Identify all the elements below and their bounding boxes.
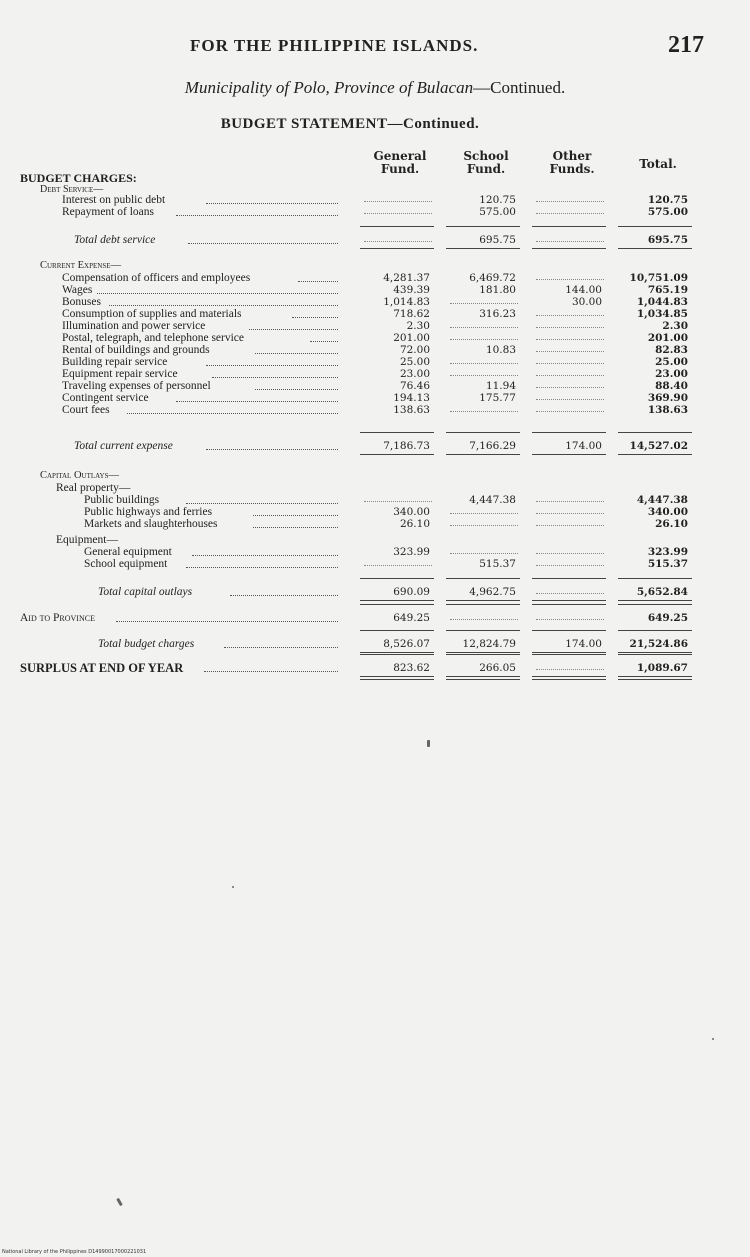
empty-cell-leader	[536, 501, 604, 502]
row-label-aid: Aid to Province	[20, 612, 95, 624]
total-rule	[446, 652, 520, 653]
table-row	[18, 440, 698, 452]
total-rule	[532, 679, 606, 680]
cell-general-markets: 26.10	[399, 518, 430, 530]
empty-cell-leader	[536, 565, 604, 566]
cell-total-total-capital: 5,652.84	[636, 586, 688, 598]
sum-rule	[532, 630, 606, 631]
table-row	[18, 344, 698, 356]
table-row	[18, 234, 698, 246]
cell-school-traveling: 11.94	[485, 380, 516, 392]
section-current-expense: Current Expense—	[40, 260, 121, 271]
sum-rule	[532, 604, 606, 605]
cell-general-court-fees: 138.63	[393, 404, 430, 416]
page-number: 217	[668, 32, 704, 58]
row-label-postal: Postal, telegraph, and telephone service	[62, 332, 245, 344]
col-general-fund: General Fund.	[373, 149, 427, 176]
dot-leader	[255, 353, 338, 354]
empty-cell-leader	[450, 327, 518, 328]
dot-leader	[204, 671, 338, 672]
table-row	[18, 368, 698, 380]
empty-cell-leader	[536, 669, 604, 670]
empty-cell-leader	[450, 619, 518, 620]
cell-total-illumination: 2.30	[662, 320, 688, 332]
cell-general-rental: 72.00	[399, 344, 430, 356]
cell-general-total-capital: 690.09	[393, 586, 430, 598]
sum-rule	[360, 654, 434, 655]
empty-cell-leader	[536, 513, 604, 514]
total-rule	[618, 248, 692, 249]
cell-total-compensation: 10,751.09	[629, 272, 688, 284]
cell-general-postal: 201.00	[393, 332, 430, 344]
cell-total-total-budget: 21,524.86	[629, 638, 688, 650]
cell-total-general-equipment: 323.99	[647, 546, 688, 558]
empty-cell-leader	[536, 315, 604, 316]
table-row	[18, 558, 698, 570]
cell-total-equipment-repair: 23.00	[655, 368, 688, 380]
empty-cell-leader	[536, 525, 604, 526]
cell-general-illumination: 2.30	[406, 320, 430, 332]
dot-leader	[249, 329, 338, 330]
table-row	[18, 586, 698, 598]
sum-rule	[532, 578, 606, 579]
empty-cell-leader	[536, 213, 604, 214]
total-rule	[360, 454, 434, 455]
empty-cell-leader	[536, 351, 604, 352]
row-label-surplus: SURPLUS AT END OF YEAR	[20, 661, 184, 675]
ink-speck	[232, 886, 234, 888]
table-row	[18, 272, 698, 284]
dot-leader	[298, 281, 338, 282]
table-row	[18, 296, 698, 308]
table-row	[18, 320, 698, 332]
sum-rule	[532, 654, 606, 655]
table-row	[18, 638, 698, 650]
section-debt-service: Debt Service—	[40, 184, 104, 195]
dot-leader	[186, 503, 338, 504]
total-rule	[618, 679, 692, 680]
cell-total-markets: 26.10	[655, 518, 688, 530]
running-title: FOR THE PHILIPPINE ISLANDS.	[190, 36, 479, 55]
cell-total-repayment: 575.00	[647, 206, 688, 218]
total-rule	[360, 600, 434, 601]
statement-title: BUDGET STATEMENT—Continued.	[220, 116, 480, 132]
total-rule	[532, 600, 606, 601]
ink-speck	[427, 740, 430, 747]
row-label-school-equipment: School equipment	[84, 558, 168, 570]
empty-cell-leader	[450, 375, 518, 376]
dot-leader	[192, 555, 338, 556]
section-equipment: Equipment—	[56, 534, 118, 546]
table-row	[18, 494, 698, 506]
cell-other-total-budget: 174.00	[565, 638, 602, 650]
cell-total-supplies: 1,034.85	[636, 308, 688, 320]
cell-general-compensation: 4,281.37	[383, 272, 430, 284]
sum-rule	[532, 226, 606, 227]
cell-total-rental: 82.83	[655, 344, 688, 356]
subtitle-continued: —Continued.	[473, 78, 566, 97]
sum-rule	[618, 630, 692, 631]
dot-leader	[255, 389, 338, 390]
total-rule	[532, 676, 606, 677]
cell-total-school-equipment: 515.37	[647, 558, 688, 570]
sum-rule	[618, 432, 692, 433]
footer-credit: National Library of the Philippines D14990017000221031	[2, 1249, 147, 1255]
row-label-total-capital: Total capital outlays	[98, 586, 193, 598]
dot-leader	[206, 365, 338, 366]
row-label-markets: Markets and slaughterhouses	[84, 518, 218, 530]
cell-general-aid: 649.25	[393, 612, 430, 624]
total-rule	[532, 248, 606, 249]
dot-leader	[188, 243, 338, 244]
row-label-court-fees: Court fees	[62, 404, 110, 416]
table-row	[18, 392, 698, 404]
cell-general-wages: 439.39	[393, 284, 430, 296]
row-label-wages: Wages	[62, 284, 93, 296]
subtitle-italic: Municipality of Polo, Province of Bulacan	[184, 78, 474, 97]
empty-cell-leader	[536, 241, 604, 242]
cell-total-total-debt: 695.75	[647, 234, 688, 246]
cell-general-supplies: 718.62	[393, 308, 430, 320]
cell-total-contingent: 369.90	[647, 392, 688, 404]
empty-cell-leader	[364, 201, 432, 202]
cell-total-total-current: 14,527.02	[629, 440, 688, 452]
empty-cell-leader	[536, 201, 604, 202]
table-row	[18, 380, 698, 392]
cell-total-highways: 340.00	[647, 506, 688, 518]
cell-school-total-debt: 695.75	[479, 234, 516, 246]
dot-leader	[212, 377, 338, 378]
table-row	[18, 308, 698, 320]
sum-rule	[446, 630, 520, 631]
table-row	[18, 284, 698, 296]
cell-total-court-fees: 138.63	[647, 404, 688, 416]
cell-other-bonuses: 30.00	[571, 296, 602, 308]
row-label-compensation: Compensation of officers and employees	[62, 272, 251, 284]
cell-other-wages: 144.00	[565, 284, 602, 296]
total-rule	[446, 676, 520, 677]
cell-school-wages: 181.80	[479, 284, 516, 296]
col-school-fund: School Fund.	[463, 149, 509, 176]
cell-general-traveling: 76.46	[399, 380, 430, 392]
row-label-interest: Interest on public debt	[62, 194, 166, 206]
cell-total-bonuses: 1,044.83	[636, 296, 688, 308]
dot-leader	[230, 595, 338, 596]
empty-cell-leader	[536, 399, 604, 400]
empty-cell-leader	[450, 339, 518, 340]
dot-leader	[176, 215, 338, 216]
cell-total-surplus: 1,089.67	[636, 662, 688, 674]
dot-leader	[224, 647, 338, 648]
cell-total-traveling: 88.40	[655, 380, 688, 392]
cell-general-highways: 340.00	[393, 506, 430, 518]
row-label-total-budget: Total budget charges	[98, 638, 195, 650]
row-label-repayment: Repayment of loans	[62, 206, 154, 218]
empty-cell-leader	[450, 411, 518, 412]
row-label-rental: Rental of buildings and grounds	[62, 344, 210, 356]
cell-school-total-budget: 12,824.79	[462, 638, 516, 650]
empty-cell-leader	[364, 241, 432, 242]
cell-general-contingent: 194.13	[393, 392, 430, 404]
dot-leader	[97, 293, 339, 294]
sum-rule	[446, 604, 520, 605]
total-rule	[446, 679, 520, 680]
cell-school-public-buildings: 4,447.38	[469, 494, 516, 506]
cell-general-general-equipment: 323.99	[393, 546, 430, 558]
sum-rule	[618, 578, 692, 579]
total-rule	[446, 454, 520, 455]
cell-total-building-repair: 25.00	[655, 356, 688, 368]
dot-leader	[292, 317, 338, 318]
dot-leader	[310, 341, 338, 342]
empty-cell-leader	[536, 593, 604, 594]
sum-rule	[446, 654, 520, 655]
table-row	[18, 206, 698, 218]
cell-other-total-current: 174.00	[565, 440, 602, 452]
empty-cell-leader	[536, 411, 604, 412]
cell-school-surplus: 266.05	[479, 662, 516, 674]
sum-rule	[360, 630, 434, 631]
table-row	[18, 194, 698, 206]
table-row	[18, 332, 698, 344]
total-rule	[446, 248, 520, 249]
table-row	[18, 662, 698, 674]
empty-cell-leader	[536, 327, 604, 328]
empty-cell-leader	[450, 303, 518, 304]
empty-cell-leader	[450, 363, 518, 364]
total-rule	[532, 454, 606, 455]
empty-cell-leader	[450, 525, 518, 526]
cell-school-contingent: 175.77	[479, 392, 516, 404]
sum-rule	[360, 226, 434, 227]
sum-rule	[618, 226, 692, 227]
empty-cell-leader	[536, 279, 604, 280]
row-label-building-repair: Building repair service	[62, 356, 168, 368]
cell-total-public-buildings: 4,447.38	[636, 494, 688, 506]
row-label-highways: Public highways and ferries	[84, 506, 213, 518]
cell-general-equipment-repair: 23.00	[399, 368, 430, 380]
total-rule	[618, 652, 692, 653]
dot-leader	[253, 527, 338, 528]
empty-cell-leader	[450, 553, 518, 554]
ink-speck	[712, 1038, 714, 1040]
total-rule	[446, 600, 520, 601]
dot-leader	[116, 621, 339, 622]
total-rule	[618, 600, 692, 601]
empty-cell-leader	[536, 339, 604, 340]
table-row	[18, 518, 698, 530]
total-rule	[360, 676, 434, 677]
cell-general-bonuses: 1,014.83	[383, 296, 430, 308]
cell-total-interest: 120.75	[647, 194, 688, 206]
dot-leader	[176, 401, 338, 402]
dot-leader	[206, 449, 338, 450]
col-other-funds: Other Funds.	[549, 149, 595, 176]
dot-leader	[127, 413, 338, 414]
total-rule	[360, 652, 434, 653]
total-rule	[618, 454, 692, 455]
total-rule	[532, 652, 606, 653]
sum-rule	[618, 604, 692, 605]
col-total: Total.	[639, 157, 677, 171]
empty-cell-leader	[536, 363, 604, 364]
row-label-total-debt: Total debt service	[74, 234, 156, 246]
cell-school-supplies: 316.23	[479, 308, 516, 320]
sum-rule	[618, 654, 692, 655]
cell-total-wages: 765.19	[647, 284, 688, 296]
dot-leader	[186, 567, 338, 568]
cell-school-rental: 10.83	[485, 344, 516, 356]
row-label-general-equipment: General equipment	[84, 546, 172, 558]
section-real-property: Real property—	[56, 482, 131, 494]
cell-general-total-current: 7,186.73	[383, 440, 430, 452]
row-label-bonuses: Bonuses	[62, 296, 101, 308]
sum-rule	[446, 578, 520, 579]
table-row	[18, 546, 698, 558]
ink-speck	[116, 1198, 123, 1206]
sum-rule	[360, 578, 434, 579]
cell-school-compensation: 6,469.72	[469, 272, 516, 284]
row-label-supplies: Consumption of supplies and materials	[62, 308, 242, 320]
cell-school-school-equipment: 515.37	[479, 558, 516, 570]
cell-school-total-capital: 4,962.75	[469, 586, 516, 598]
running-head	[0, 34, 750, 58]
empty-cell-leader	[536, 553, 604, 554]
sum-rule	[532, 432, 606, 433]
empty-cell-leader	[536, 375, 604, 376]
empty-cell-leader	[450, 513, 518, 514]
cell-school-repayment: 575.00	[479, 206, 516, 218]
total-rule	[618, 676, 692, 677]
dot-leader	[109, 305, 338, 306]
dot-leader	[206, 203, 338, 204]
empty-cell-leader	[364, 213, 432, 214]
section-budget-charges: BUDGET CHARGES:	[20, 171, 137, 185]
row-label-traveling: Traveling expenses of personnel	[62, 380, 211, 392]
cell-school-interest: 120.75	[479, 194, 516, 206]
cell-total-aid: 649.25	[647, 612, 688, 624]
empty-cell-leader	[536, 387, 604, 388]
municipality-subtitle	[0, 78, 750, 98]
total-rule	[360, 248, 434, 249]
table-row	[18, 506, 698, 518]
sum-rule	[446, 432, 520, 433]
sum-rule	[360, 432, 434, 433]
empty-cell-leader	[536, 619, 604, 620]
total-rule	[360, 679, 434, 680]
row-label-equipment-repair: Equipment repair service	[62, 368, 178, 380]
dot-leader	[253, 515, 338, 516]
sum-rule	[446, 226, 520, 227]
empty-cell-leader	[364, 501, 432, 502]
table-row	[18, 404, 698, 416]
row-label-total-current: Total current expense	[74, 440, 173, 452]
row-label-public-buildings: Public buildings	[84, 494, 160, 506]
row-label-illumination: Illumination and power service	[62, 320, 206, 332]
sum-rule	[360, 604, 434, 605]
cell-school-total-current: 7,166.29	[469, 440, 516, 452]
cell-general-surplus: 823.62	[393, 662, 430, 674]
table-row	[18, 612, 698, 624]
cell-total-postal: 201.00	[647, 332, 688, 344]
table-row	[18, 356, 698, 368]
row-label-contingent: Contingent service	[62, 392, 149, 404]
cell-general-total-budget: 8,526.07	[383, 638, 430, 650]
section-capital-outlays: Capital Outlays—	[40, 470, 120, 481]
empty-cell-leader	[364, 565, 432, 566]
cell-general-building-repair: 25.00	[399, 356, 430, 368]
